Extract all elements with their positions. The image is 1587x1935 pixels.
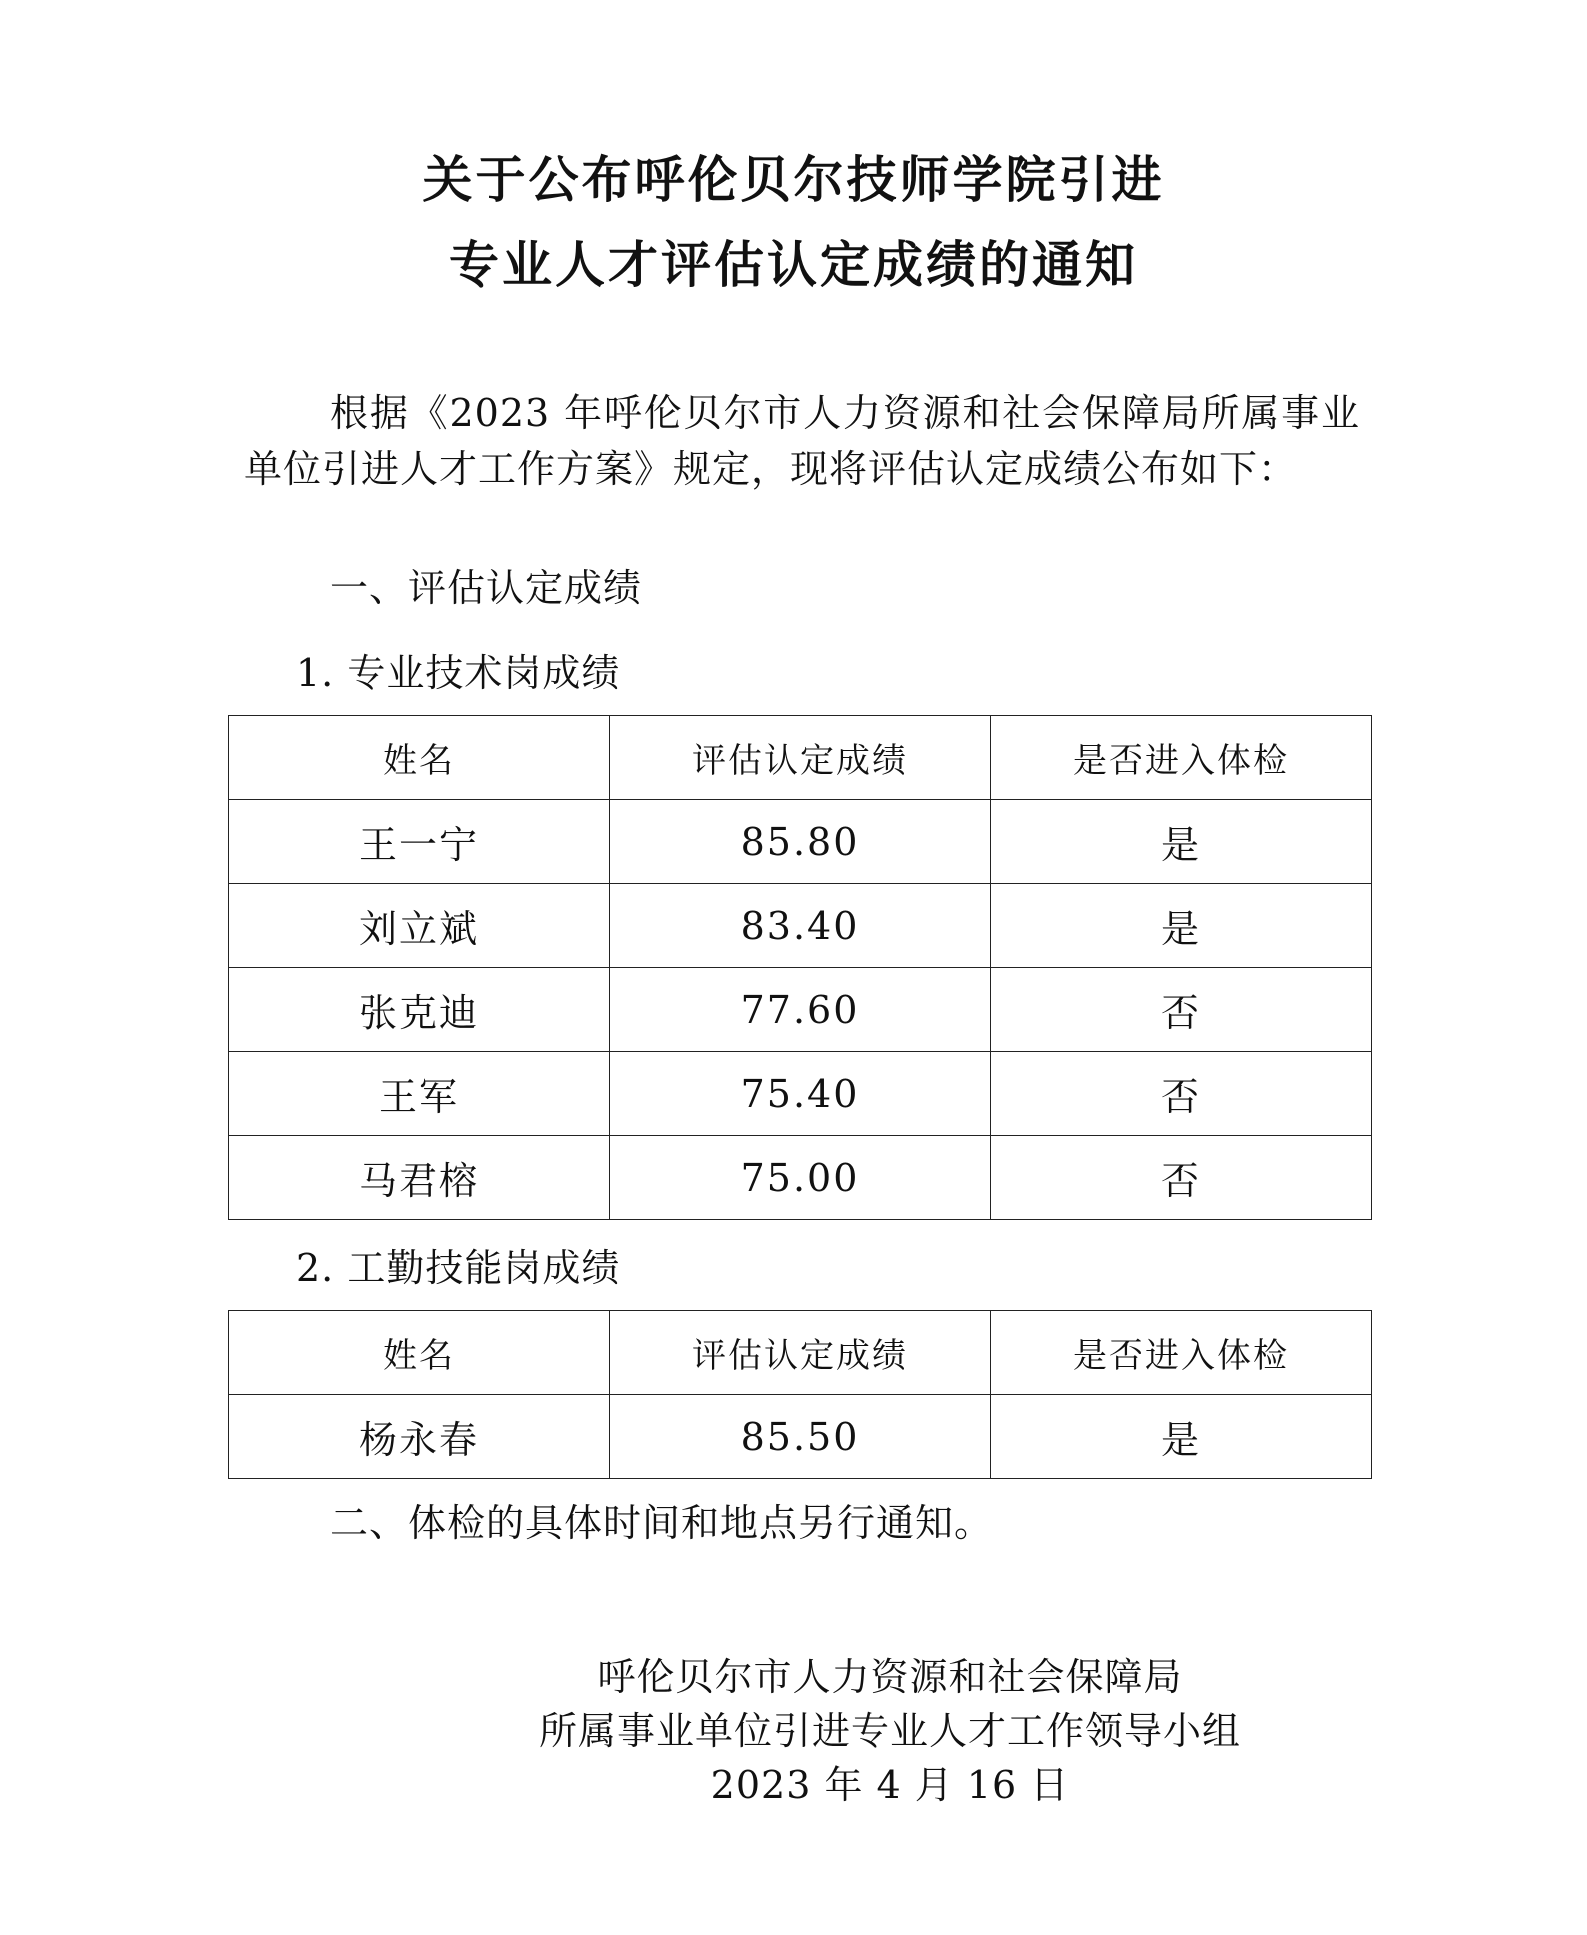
section2-text: 二、体检的具体时间和地点另行通知。 (330, 1501, 994, 1545)
cell-name: 刘立斌 (229, 884, 610, 968)
table-row (229, 968, 1372, 1052)
signature-line1: 呼伦贝尔市人力资源和社会保障局 (597, 1655, 1183, 1699)
cell-name: 马君榕 (229, 1136, 610, 1220)
table-row (229, 800, 1372, 884)
cell-exam: 否 (991, 1136, 1372, 1220)
header-score: 评估认定成绩 (610, 716, 991, 800)
cell-score: 85.80 (610, 800, 991, 884)
professional-technical-score-table (228, 715, 1372, 1220)
header-name: 姓名 (229, 716, 610, 800)
cell-exam: 否 (991, 1052, 1372, 1136)
header-score: 评估认定成绩 (610, 1311, 991, 1395)
table-row (229, 1052, 1372, 1136)
cell-score: 77.60 (610, 968, 991, 1052)
cell-score: 83.40 (610, 884, 991, 968)
header-exam: 是否进入体检 (991, 1311, 1372, 1395)
section1-heading: 一、评估认定成绩 (330, 566, 643, 610)
cell-exam: 是 (991, 884, 1372, 968)
subsection1-heading: 1. 专业技术岗成绩 (296, 651, 621, 695)
header-exam: 是否进入体检 (991, 716, 1372, 800)
table-row (229, 1136, 1372, 1220)
signature-line2: 所属事业单位引进专业人才工作领导小组 (538, 1709, 1241, 1753)
table-row (229, 884, 1372, 968)
service-skill-score-table (228, 1310, 1372, 1479)
table-row (229, 1395, 1372, 1479)
subsection2-heading: 2. 工勤技能岗成绩 (296, 1246, 621, 1290)
cell-name: 杨永春 (229, 1395, 610, 1479)
cell-exam: 是 (991, 800, 1372, 884)
cell-name: 张克迪 (229, 968, 610, 1052)
header-name: 姓名 (229, 1311, 610, 1395)
intro-paragraph: 根据《2023 年呼伦贝尔市人力资源和社会保障局所属事业单位引进人才工作方案》规定，现将评估认定成绩公布如下： (244, 391, 1360, 491)
table-header-row (229, 716, 1372, 800)
cell-exam: 否 (991, 968, 1372, 1052)
cell-score: 75.40 (610, 1052, 991, 1136)
cell-score: 75.00 (610, 1136, 991, 1220)
table-header-row (229, 1311, 1372, 1395)
cell-score: 85.50 (610, 1395, 991, 1479)
cell-name: 王一宁 (229, 800, 610, 884)
cell-exam: 是 (991, 1395, 1372, 1479)
cell-name: 王军 (229, 1052, 610, 1136)
document-date: 2023 年 4 月 16 日 (710, 1763, 1070, 1807)
document-title-line1: 关于公布呼伦贝尔技师学院引进 (422, 151, 1165, 209)
document-title-line2: 专业人才评估认定成绩的通知 (449, 236, 1138, 294)
